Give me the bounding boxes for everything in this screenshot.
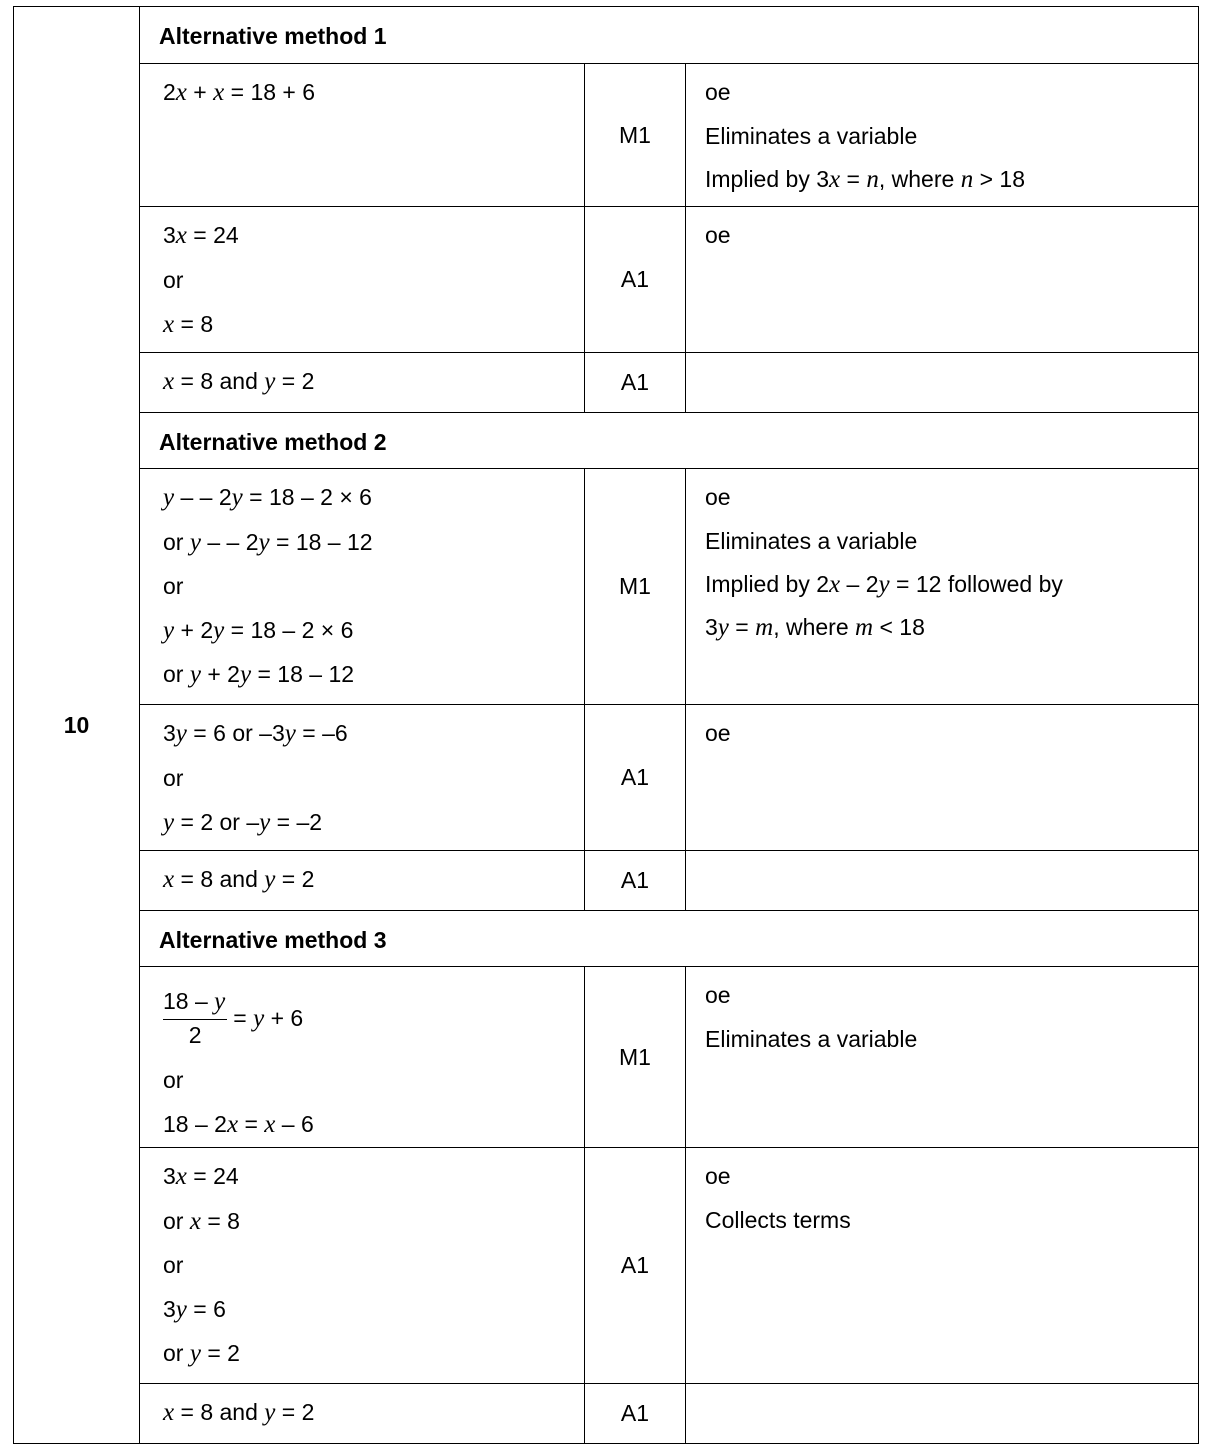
comments-cell [686, 64, 1199, 207]
working-line: or [163, 1067, 184, 1093]
working-line: or y = 2 [163, 1340, 240, 1367]
working-cell [140, 967, 585, 1148]
comment-line: 3y = m, where m < 18 [705, 614, 925, 641]
comments-cell [686, 851, 1199, 911]
working-cell [140, 705, 585, 851]
comments-cell [686, 967, 1199, 1148]
question-number: 10 [14, 7, 140, 1444]
method-title: Alternative method 1 [140, 7, 1199, 64]
mark-row [14, 1148, 1199, 1384]
comment-line: Implied by 3x = n, where n > 18 [705, 166, 1025, 193]
comment-line: Implied by 2x – 2y = 12 followed by [705, 571, 1063, 598]
fraction-rhs: = y + 6 [233, 1005, 304, 1032]
working-line: or x = 8 [163, 1208, 240, 1235]
comment-line: oe [705, 484, 731, 510]
mark-row [14, 469, 1199, 705]
mark-cell: M1 [585, 64, 686, 207]
mark-row [14, 64, 1199, 207]
working-line: or [163, 765, 184, 791]
working-line: 3x = 24 [163, 222, 239, 249]
mark-cell: A1 [585, 1148, 686, 1384]
working-line: x = 8 and y = 2 [163, 866, 315, 893]
fraction-numerator: 18 – y [163, 988, 227, 1020]
mark-scheme-body [14, 7, 1199, 1444]
comment-line: Eliminates a variable [705, 528, 918, 554]
working-line: y = 2 or –y = –2 [163, 809, 323, 836]
working-line: or [163, 1252, 184, 1278]
working-line: or y – – 2y = 18 – 12 [163, 529, 373, 556]
comment-line: oe [705, 79, 731, 105]
working-cell [140, 1148, 585, 1384]
comments-cell [686, 469, 1199, 705]
working-cell [140, 64, 585, 207]
working-line: or y + 2y = 18 – 12 [163, 661, 355, 688]
method-header-row [14, 911, 1199, 967]
comment-line: Collects terms [705, 1207, 851, 1233]
comment-line: Eliminates a variable [705, 1026, 918, 1052]
working-line: or [163, 573, 184, 599]
working-line: 3y = 6 [163, 1296, 226, 1323]
comment-line: oe [705, 982, 731, 1008]
working-line: or [163, 267, 184, 293]
fraction-denominator: 2 [188, 1022, 202, 1048]
mark-cell: A1 [585, 1384, 686, 1444]
mark-scheme-table [13, 6, 1199, 1444]
working-line: 3x = 24 [163, 1163, 239, 1190]
working-line: 18 – 2x = x – 6 [163, 1111, 314, 1138]
mark-row [14, 967, 1199, 1148]
mark-cell: A1 [585, 353, 686, 413]
working-line: 3y = 6 or –3y = –6 [163, 720, 348, 747]
mark-row [14, 705, 1199, 851]
comments-cell [686, 1384, 1199, 1444]
method-header-row [14, 7, 1199, 64]
comment-line: Eliminates a variable [705, 123, 918, 149]
method-title: Alternative method 3 [140, 911, 1199, 967]
comments-cell [686, 705, 1199, 851]
mark-cell: M1 [585, 967, 686, 1148]
working-line: x = 8 [163, 311, 214, 338]
working-line: 2x + x = 18 + 6 [163, 79, 316, 106]
working-line: y + 2y = 18 – 2 × 6 [163, 617, 354, 644]
working-line: y – – 2y = 18 – 2 × 6 [163, 484, 372, 511]
mark-cell: A1 [585, 851, 686, 911]
working-line: x = 8 and y = 2 [163, 368, 315, 395]
comment-line: oe [705, 1163, 731, 1189]
working-cell [140, 469, 585, 705]
method-title: Alternative method 2 [140, 413, 1199, 469]
working-cell [140, 851, 585, 911]
mark-row [14, 207, 1199, 353]
mark-row [14, 851, 1199, 911]
working-cell [140, 353, 585, 413]
comment-line: oe [705, 222, 731, 248]
fraction-equation [163, 980, 584, 1058]
comments-cell [686, 1148, 1199, 1384]
working-cell [140, 207, 585, 353]
comments-cell [686, 353, 1199, 413]
mark-cell: M1 [585, 469, 686, 705]
method-header-row [14, 413, 1199, 469]
mark-cell: A1 [585, 705, 686, 851]
mark-cell: A1 [585, 207, 686, 353]
comments-cell [686, 207, 1199, 353]
working-line: x = 8 and y = 2 [163, 1399, 315, 1426]
mark-row [14, 353, 1199, 413]
mark-row [14, 1384, 1199, 1444]
working-cell [140, 1384, 585, 1444]
comment-line: oe [705, 720, 731, 746]
